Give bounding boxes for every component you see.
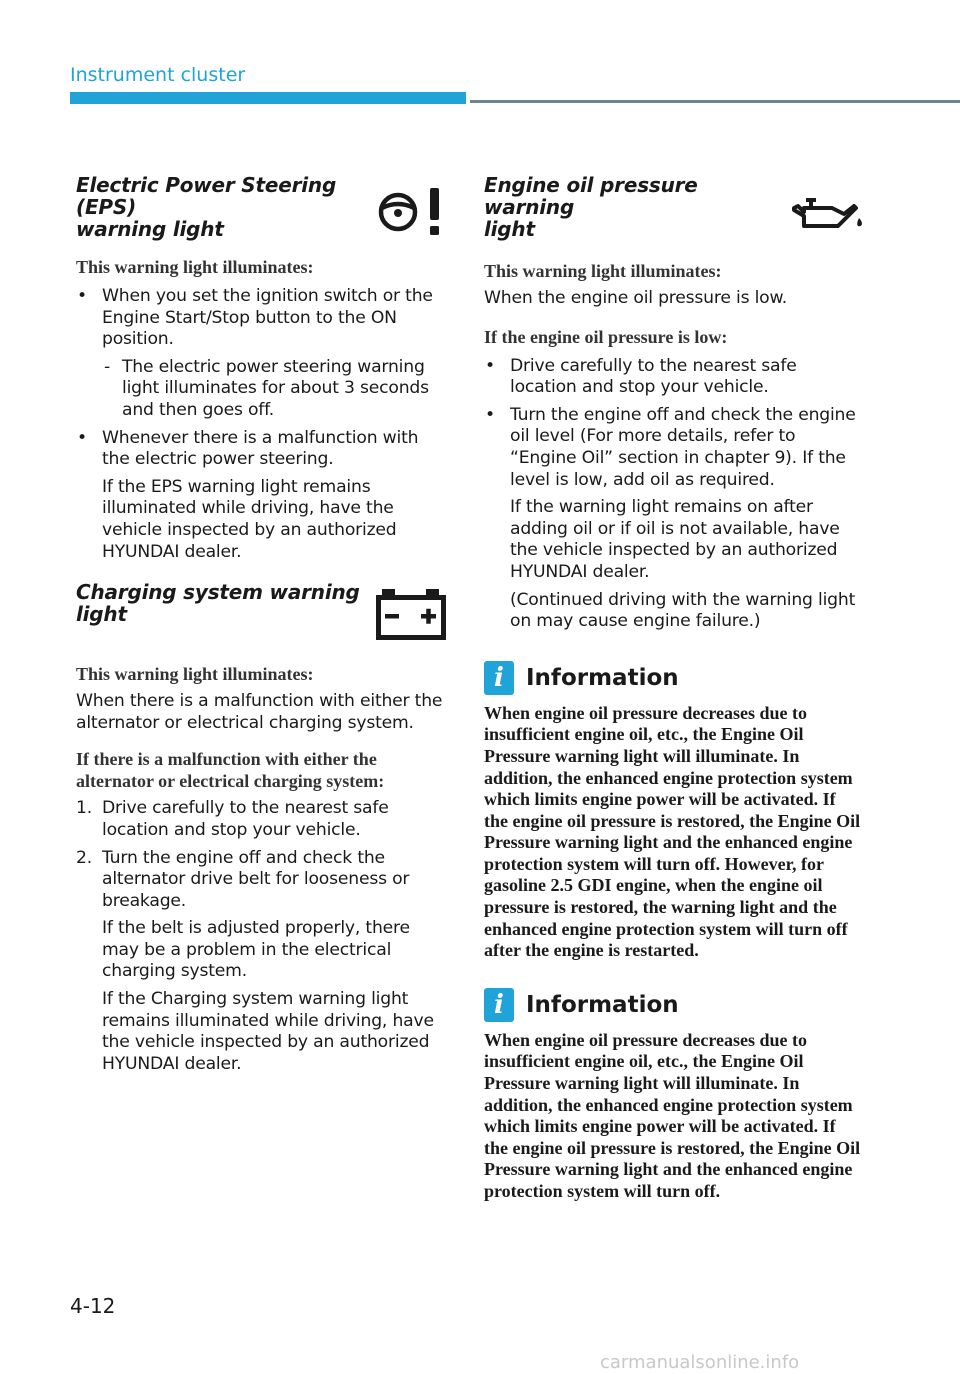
info-icon: i xyxy=(484,661,514,695)
oil-paragraph-1: If the warning light remains on after adding oil or if oil is not available, have the vehicle inspected by an authorized HYUNDAI dealer. xyxy=(510,497,840,582)
information-heading-2 xyxy=(484,988,864,1022)
oil-can-icon xyxy=(792,196,864,232)
eps-dash-1: - The electric power steering warning light illuminates for about 3 seconds and then goes off. xyxy=(76,357,448,422)
charging-title-line2: light xyxy=(76,602,127,627)
watermark: carmanualsonline.info xyxy=(600,1352,800,1373)
oil-subheading: This warning light illuminates: xyxy=(484,261,722,281)
information-text-2: When engine oil pressure decreases due to insufficient engine oil, etc., the Engine Oil Pressure warning light will illuminate. In addition, the enhanced engine protection system which limits engine power will be activated. If the engine oil pressure is restored, the Engine Oil Pressure warning light and the enhanced engine protection system will turn off. xyxy=(484,1029,861,1201)
charging-section-heading xyxy=(76,581,448,641)
information-title: Information xyxy=(526,664,679,691)
right-column xyxy=(484,174,864,1203)
charging-step-2 xyxy=(76,848,448,913)
charging-title-line1: Charging system warning xyxy=(76,580,360,605)
oil-bullet-1: • Drive carefully to the nearest safe location and stop your vehicle. xyxy=(484,356,864,399)
oil-title-line1: Engine oil pressure warning xyxy=(484,173,698,219)
eps-bullet-1: • When you set the ignition switch or the Engine Start/Stop button to the ON position. xyxy=(76,286,448,351)
oil-bullet-2: • Turn the engine off and check the engine oil level (For more details, refer to “Engine Oil” section in chapter 9). If the level is low, add oil as required. xyxy=(484,405,864,491)
charging-subheading: This warning light illuminates: xyxy=(76,664,314,685)
eps-title xyxy=(76,174,376,240)
oil-section-heading xyxy=(484,174,864,240)
information-heading-1 xyxy=(484,661,864,695)
eps-subheading: This warning light illuminates: xyxy=(76,257,314,277)
eps-section-heading xyxy=(76,174,448,240)
charging-subheading-2: If there is a malfunction with either the alternator or electrical charging system: xyxy=(76,749,385,792)
eps-bullet-2: • Whenever there is a malfunction with the electric power steering. xyxy=(76,428,448,471)
battery-icon xyxy=(376,589,448,641)
information-title: Information xyxy=(526,991,679,1018)
page-number: 4-12 xyxy=(70,1294,116,1318)
charging-paragraph-1: If the belt is adjusted properly, there may be a problem in the electrical charging system. xyxy=(102,918,410,982)
steering-wheel-exclamation-icon xyxy=(376,186,448,236)
charging-text: When there is a malfunction with either the alternator or electrical charging system. xyxy=(76,691,443,733)
oil-subheading-2: If the engine oil pressure is low: xyxy=(484,326,728,347)
information-text-1: When engine oil pressure decreases due to insufficient engine oil, etc., the Engine Oil Pressure warning light will illuminate. In addition, the enhanced engine protection system which limits engine power will be activated. If the engine oil pressure is restored, the Engine Oil Pressure warning light and the enhanced engine protection system will turn off. However, for gasoline 2.5 GDI engine, when the engine oil pressure is restored, the warning light and the enhanced engine protection system will turn off after the engine is restarted. xyxy=(484,702,861,961)
step-number: 2. xyxy=(76,847,92,868)
oil-title xyxy=(484,174,792,240)
left-column xyxy=(76,174,448,1075)
eps-title-line2: warning light xyxy=(76,217,224,241)
oil-paragraph-2: (Continued driving with the warning light on may cause engine failure.) xyxy=(510,589,856,632)
header-rule-accent xyxy=(70,92,466,104)
info-icon: i xyxy=(484,988,514,1022)
charging-paragraph-2: If the Charging system warning light remains illuminated while driving, have the vehicle inspected by an authorized HYUNDAI dealer. xyxy=(102,989,434,1074)
eps-title-line1: Electric Power Steering (EPS) xyxy=(76,173,337,219)
step-text: Drive carefully to the nearest safe location and stop your vehicle. xyxy=(102,798,389,840)
oil-text: When the engine oil pressure is low. xyxy=(484,288,788,308)
charging-step-1 xyxy=(76,798,448,841)
header-rule xyxy=(470,100,960,103)
chapter-title: Instrument cluster xyxy=(70,64,246,86)
charging-title xyxy=(76,581,360,625)
oil-title-line2: light xyxy=(484,217,535,241)
eps-paragraph: If the EPS warning light remains illuminated while driving, have the vehicle inspected by an authorized HYUNDAI dealer. xyxy=(102,476,397,562)
step-text: Turn the engine off and check the alternator drive belt for looseness or breakage. xyxy=(102,847,410,911)
step-number: 1. xyxy=(76,798,92,819)
